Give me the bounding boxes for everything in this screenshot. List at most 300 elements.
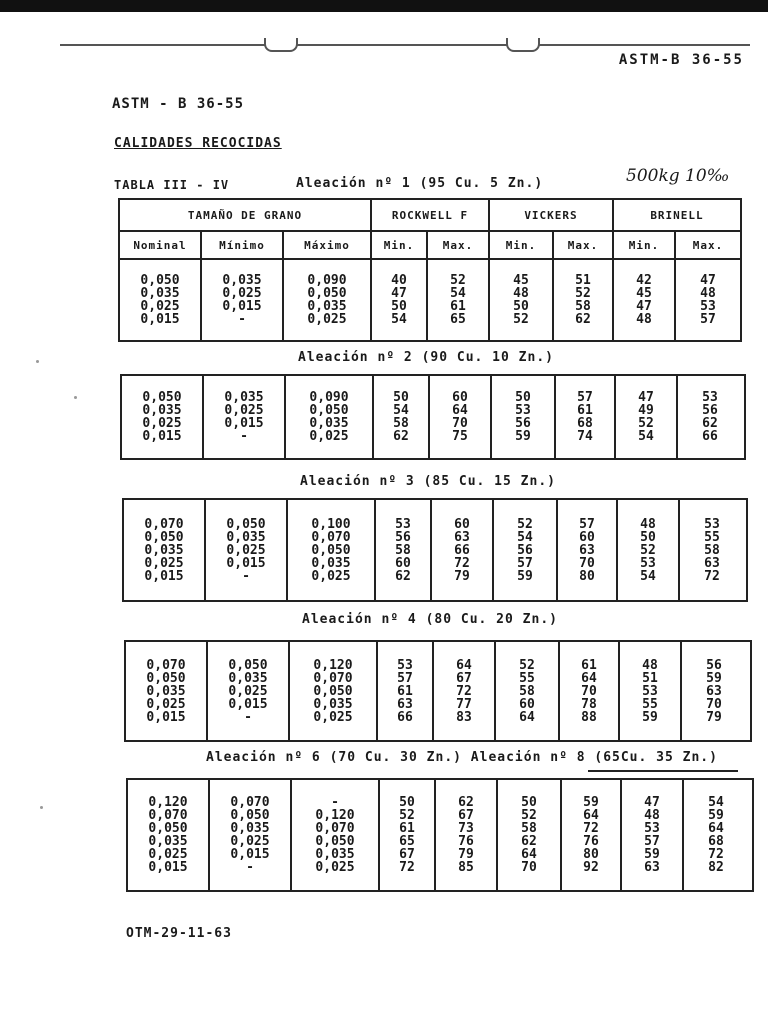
table-cell: 0,050 (309, 403, 349, 418)
column-vickers-max (554, 260, 614, 340)
table-cell: 0,050 (230, 808, 270, 823)
alloy-6-table (126, 778, 754, 892)
column-rockwell-min (378, 642, 434, 740)
column-brinell-max (678, 376, 742, 458)
table-cell: 0,120 (313, 657, 353, 673)
table-cell: 63 (706, 683, 722, 699)
column-values (521, 796, 537, 874)
table-cell: 54 (517, 529, 533, 545)
column-nominal (124, 500, 206, 600)
column-minimo (204, 376, 286, 458)
table-cell: 72 (704, 568, 720, 584)
scan-top-edge (0, 0, 768, 12)
table-cell: 0,050 (140, 273, 180, 288)
table-cell: 47 (644, 795, 660, 810)
table-cell: 70 (579, 555, 595, 571)
column-rockwell-min (372, 260, 428, 340)
column-values (581, 659, 597, 724)
table-header (118, 198, 742, 260)
table-cell: 66 (397, 709, 413, 725)
table-cell: 54 (638, 429, 654, 444)
table-cell: 75 (452, 429, 468, 444)
table-cell: 60 (454, 516, 470, 532)
table-cell: 53 (700, 299, 716, 314)
column-vickers-max (562, 780, 622, 890)
column-values (577, 391, 593, 443)
group-brinell: BRINELL (650, 208, 704, 222)
table-cell: 50 (391, 299, 407, 314)
column-values (575, 274, 591, 326)
column-values (146, 659, 185, 724)
table-cell: - (238, 312, 246, 327)
table-cell: 52 (519, 657, 535, 673)
table-cell: 0,050 (228, 657, 268, 673)
table-cell: 50 (393, 390, 409, 405)
sub-brinell-max: Max. (692, 238, 724, 252)
table-cell: 0,025 (144, 555, 184, 571)
column-vickers-min (492, 376, 556, 458)
table-cell: 80 (583, 847, 599, 862)
column-maximo (288, 500, 376, 600)
table-cell: 66 (702, 429, 718, 444)
table-cell: 72 (399, 860, 415, 875)
table-cell: 0,025 (315, 860, 355, 875)
table-cell: 48 (642, 657, 658, 673)
table-cell: 0,120 (148, 795, 188, 810)
table-cell: 53 (642, 683, 658, 699)
table-cell: 65 (450, 312, 466, 327)
table-cell: 67 (458, 808, 474, 823)
table-cell: 72 (583, 821, 599, 836)
scan-speck (36, 360, 39, 363)
binder-tab-right (506, 38, 540, 52)
table-cell: 92 (583, 860, 599, 875)
table-cell: - (331, 795, 339, 810)
column-values (519, 659, 535, 724)
page-top-rule (60, 44, 750, 46)
table-cell: 0,025 (228, 683, 268, 699)
table-cell: 70 (706, 696, 722, 712)
table-cell: 80 (579, 568, 595, 584)
table-cell: 79 (458, 847, 474, 862)
table-cell: 48 (644, 808, 660, 823)
table-cell: 47 (700, 273, 716, 288)
table-cell: 0,035 (307, 299, 347, 314)
column-values (704, 518, 720, 583)
column-values (700, 274, 716, 326)
column-values (393, 391, 409, 443)
column-values (144, 518, 183, 583)
table-cell: 0,035 (146, 683, 186, 699)
column-values (311, 518, 350, 583)
column-values (706, 659, 722, 724)
table-cell: 0,090 (307, 273, 347, 288)
table-cell: 0,035 (309, 416, 349, 431)
table-cell: 57 (517, 555, 533, 571)
table-cell: 0,015 (144, 568, 184, 584)
column-values (458, 796, 474, 874)
table-cell: 88 (581, 709, 597, 725)
table-cell: 56 (706, 657, 722, 673)
table-cell: 70 (581, 683, 597, 699)
column-vickers-min (490, 260, 554, 340)
table-cell: 60 (452, 390, 468, 405)
table-cell: 0,035 (313, 696, 353, 712)
table-cell: 62 (702, 416, 718, 431)
column-values (640, 518, 656, 583)
table-cell: 0,015 (148, 860, 188, 875)
column-values (452, 391, 468, 443)
table-cell: 0,035 (228, 670, 268, 686)
column-values (309, 391, 348, 443)
table-cell: 0,035 (142, 403, 182, 418)
page-reference: ASTM-B 36-55 (618, 52, 744, 68)
table-cell: 0,025 (226, 542, 266, 558)
table-cell: 65 (399, 834, 415, 849)
table-cell: 57 (397, 670, 413, 686)
table-cell: 42 (636, 273, 652, 288)
table-cell: 54 (708, 795, 724, 810)
table-cell: 45 (636, 286, 652, 301)
column-rockwell-max (432, 500, 494, 600)
table-cell: 72 (454, 555, 470, 571)
table-cell: 72 (456, 683, 472, 699)
column-minimo (206, 500, 288, 600)
table-cell: 51 (575, 273, 591, 288)
sub-maximo: Máximo (284, 232, 372, 258)
column-values (142, 391, 181, 443)
column-vickers-max (560, 642, 620, 740)
table-cell: 48 (513, 286, 529, 301)
column-brinell-min (614, 260, 676, 340)
column-values (222, 274, 261, 326)
sub-rockwell-max: Max. (428, 232, 490, 258)
table-cell: 68 (577, 416, 593, 431)
table-cell: 52 (521, 808, 537, 823)
table-cell: 62 (458, 795, 474, 810)
table-cell: 61 (450, 299, 466, 314)
table-cell: 64 (708, 821, 724, 836)
table-cell: 0,050 (148, 821, 188, 836)
table-cell: 82 (708, 860, 724, 875)
binder-tab-left (264, 38, 298, 52)
table-cell: 0,050 (226, 516, 266, 532)
column-maximo (292, 780, 380, 890)
alloy-3-table (122, 498, 748, 602)
column-values (307, 274, 346, 326)
table-cell: 63 (579, 542, 595, 558)
column-rockwell-max (428, 260, 490, 340)
table-cell: 52 (640, 542, 656, 558)
column-values (148, 796, 187, 874)
table-cell: 83 (456, 709, 472, 725)
column-values (454, 518, 470, 583)
alloy-title-4: Aleación nº 4 (80 Cu. 20 Zn.) (302, 612, 558, 627)
table-cell: 0,050 (311, 542, 351, 558)
table-cell: 66 (454, 542, 470, 558)
table-cell: 61 (581, 657, 597, 673)
table-cell: 55 (642, 696, 658, 712)
table-cell: 0,090 (309, 390, 349, 405)
column-values (579, 518, 595, 583)
table-cell: 0,035 (148, 834, 188, 849)
table-cell: 79 (706, 709, 722, 725)
sub-brinell-min: Min. (614, 232, 676, 258)
table-cell: 0,025 (230, 834, 270, 849)
handwritten-note: 500kg 10‰ (626, 166, 730, 186)
column-values (450, 274, 466, 326)
table-cell: 51 (642, 670, 658, 686)
table-cell: 61 (577, 403, 593, 418)
table-cell: 45 (513, 273, 529, 288)
column-values (313, 659, 352, 724)
table-cell: 0,015 (224, 416, 264, 431)
table-cell: 70 (452, 416, 468, 431)
table-cell: 74 (577, 429, 593, 444)
table-cell: 47 (391, 286, 407, 301)
table-cell: 72 (708, 847, 724, 862)
table-cell: 56 (517, 542, 533, 558)
column-values (513, 274, 529, 326)
sub-rockwell-min: Min. (372, 232, 428, 258)
table-cell: 0,070 (230, 795, 270, 810)
table-cell: 0,015 (230, 847, 270, 862)
table-cell: 77 (456, 696, 472, 712)
sub-vickers-min: Min. (490, 232, 554, 258)
table-cell: 0,035 (222, 273, 262, 288)
column-maximo (284, 260, 372, 340)
table-cell: 59 (644, 847, 660, 862)
table-cell: 54 (391, 312, 407, 327)
column-sub-row (120, 232, 740, 260)
table-cell: 58 (521, 821, 537, 836)
table-cell: 0,120 (315, 808, 355, 823)
column-values (517, 518, 533, 583)
alloy-title-2: Aleación nº 2 (90 Cu. 10 Zn.) (298, 350, 554, 365)
table-cell: 52 (575, 286, 591, 301)
table-cell: 58 (519, 683, 535, 699)
column-rockwell-min (374, 376, 430, 458)
table-cell: 0,050 (307, 286, 347, 301)
table-cell: 0,050 (146, 670, 186, 686)
table-cell: 56 (702, 403, 718, 418)
table-cell: 0,035 (144, 542, 184, 558)
alloy-2-table (120, 374, 746, 460)
table-cell: 79 (454, 568, 470, 584)
column-rockwell-max (436, 780, 498, 890)
column-brinell-max (684, 780, 748, 890)
table-cell: 0,025 (146, 696, 186, 712)
table-cell: 64 (583, 808, 599, 823)
table-cell: 0,035 (230, 821, 270, 836)
table-cell: 0,025 (222, 286, 262, 301)
table-cell: 0,070 (148, 808, 188, 823)
column-group-row (120, 200, 740, 232)
column-values (230, 796, 269, 874)
column-values (140, 274, 179, 326)
table-cell: 58 (704, 542, 720, 558)
table-cell: 55 (704, 529, 720, 545)
table-cell: 85 (458, 860, 474, 875)
column-brinell-min (618, 500, 680, 600)
scan-speck (74, 396, 77, 399)
column-rockwell-max (434, 642, 496, 740)
table-cell: 52 (513, 312, 529, 327)
column-values (226, 518, 265, 583)
table-cell: 64 (581, 670, 597, 686)
column-rockwell-min (380, 780, 436, 890)
title-underline (588, 770, 738, 772)
table-cell: 0,035 (315, 847, 355, 862)
table-cell: 0,015 (226, 555, 266, 571)
table-cell: 56 (395, 529, 411, 545)
table-cell: 0,025 (313, 709, 353, 725)
table-cell: 50 (399, 795, 415, 810)
column-values (515, 391, 531, 443)
table-cell: 50 (515, 390, 531, 405)
footer-code: OTM-29-11-63 (126, 926, 232, 941)
table-cell: 58 (395, 542, 411, 558)
table-cell: 76 (583, 834, 599, 849)
table-cell: 61 (397, 683, 413, 699)
alloy-1-table (118, 258, 742, 342)
table-cell: 0,070 (315, 821, 355, 836)
column-nominal (120, 260, 202, 340)
document-code: ASTM - B 36-55 (112, 96, 245, 112)
column-brinell-min (616, 376, 678, 458)
table-cell: 53 (395, 516, 411, 532)
table-cell: 54 (450, 286, 466, 301)
table-cell: 0,070 (313, 670, 353, 686)
table-cell: 0,025 (140, 299, 180, 314)
sub-minimo: Mínimo (202, 232, 284, 258)
column-vickers-max (558, 500, 618, 600)
column-values (702, 391, 718, 443)
table-cell: 49 (638, 403, 654, 418)
alloy-title-3: Aleación nº 3 (85 Cu. 15 Zn.) (300, 474, 556, 489)
column-values (636, 274, 652, 326)
table-cell: 57 (577, 390, 593, 405)
table-cell: 53 (397, 657, 413, 673)
column-values (644, 796, 660, 874)
table-cell: - (246, 860, 254, 875)
table-cell: 50 (521, 795, 537, 810)
table-cell: 53 (644, 821, 660, 836)
column-rockwell-max (430, 376, 492, 458)
table-cell: - (240, 429, 248, 444)
table-cell: 0,070 (146, 657, 186, 673)
column-values (399, 796, 415, 874)
table-cell: 76 (458, 834, 474, 849)
section-title: CALIDADES RECOCIDAS (114, 136, 282, 151)
column-values (642, 659, 658, 724)
table-cell: 0,070 (311, 529, 351, 545)
column-values (708, 796, 724, 874)
table-cell: 0,050 (142, 390, 182, 405)
table-cell: 59 (706, 670, 722, 686)
table-cell: 59 (517, 568, 533, 584)
table-cell: 63 (454, 529, 470, 545)
table-cell: 54 (640, 568, 656, 584)
column-values (224, 391, 263, 443)
column-vickers-min (496, 642, 560, 740)
column-maximo (286, 376, 374, 458)
table-cell: 0,025 (142, 416, 182, 431)
table-label: TABLA III - IV (114, 178, 230, 192)
table-cell: 62 (395, 568, 411, 584)
table-cell: 53 (704, 516, 720, 532)
table-cell: 0,015 (142, 429, 182, 444)
table-cell: 47 (636, 299, 652, 314)
table-cell: 68 (708, 834, 724, 849)
table-cell: 48 (640, 516, 656, 532)
table-cell: 55 (519, 670, 535, 686)
table-cell: 58 (575, 299, 591, 314)
table-cell: 0,035 (226, 529, 266, 545)
table-cell: 50 (513, 299, 529, 314)
table-cell: 54 (393, 403, 409, 418)
column-values (397, 659, 413, 724)
table-cell: 0,015 (146, 709, 186, 725)
column-vickers-min (494, 500, 558, 600)
table-cell: 62 (575, 312, 591, 327)
table-cell: 64 (452, 403, 468, 418)
table-cell: 0,070 (144, 516, 184, 532)
table-cell: 62 (393, 429, 409, 444)
table-cell: 59 (515, 429, 531, 444)
table-cell: 59 (642, 709, 658, 725)
table-cell: 52 (517, 516, 533, 532)
column-brinell-max (682, 642, 746, 740)
column-minimo (210, 780, 292, 890)
table-cell: 0,050 (315, 834, 355, 849)
column-minimo (202, 260, 284, 340)
table-cell: 60 (579, 529, 595, 545)
table-cell: 57 (700, 312, 716, 327)
table-cell: 0,025 (311, 568, 351, 584)
column-values (456, 659, 472, 724)
table-cell: - (242, 568, 250, 584)
column-nominal (122, 376, 204, 458)
table-cell: 63 (704, 555, 720, 571)
alloy-title-1: Aleación nº 1 (95 Cu. 5 Zn.) (296, 176, 544, 191)
table-cell: 64 (521, 847, 537, 862)
table-cell: 0,035 (140, 286, 180, 301)
table-cell: 40 (391, 273, 407, 288)
table-cell: 0,100 (311, 516, 351, 532)
table-cell: 0,035 (224, 390, 264, 405)
column-values (395, 518, 411, 583)
alloy-title-6-8: Aleación nº 6 (70 Cu. 30 Zn.) Aleación nº 8 (65Cu. 35 Zn.) (206, 750, 718, 765)
table-cell: 52 (399, 808, 415, 823)
group-grain-size: TAMAÑO DE GRANO (120, 200, 372, 230)
table-cell: 48 (636, 312, 652, 327)
column-values (228, 659, 267, 724)
column-values (391, 274, 407, 326)
table-cell: 0,015 (140, 312, 180, 327)
table-cell: 0,025 (148, 847, 188, 862)
table-cell: 52 (638, 416, 654, 431)
group-vickers: VICKERS (490, 200, 614, 230)
table-cell: 59 (583, 795, 599, 810)
column-vickers-min (498, 780, 562, 890)
alloy-4-table (124, 640, 752, 742)
table-cell: 53 (640, 555, 656, 571)
table-cell: 56 (515, 416, 531, 431)
table-cell: 59 (708, 808, 724, 823)
table-cell: 64 (456, 657, 472, 673)
scan-speck (40, 806, 43, 809)
